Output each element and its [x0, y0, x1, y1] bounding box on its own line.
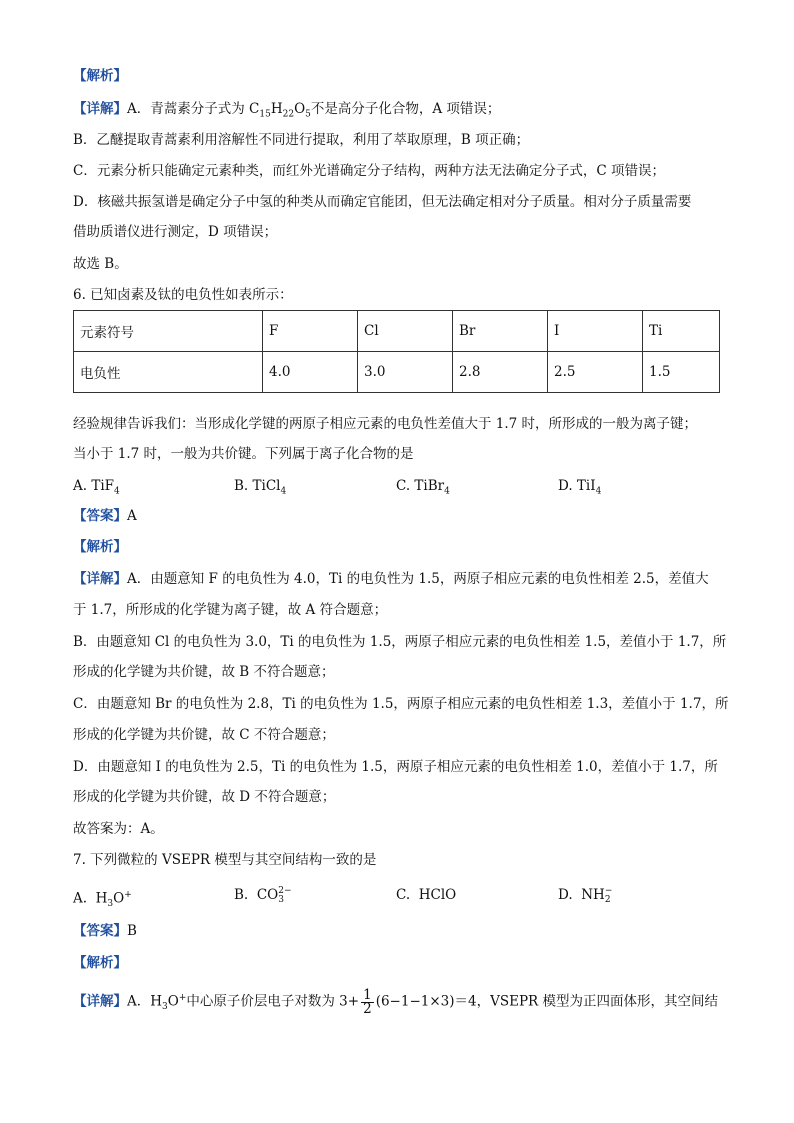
q6-a-text: A. TiF	[73, 478, 115, 494]
q5-detail-a	[73, 99, 500, 125]
table-row	[74, 311, 720, 352]
q7-option-c	[396, 885, 456, 905]
fraction	[361, 986, 374, 1017]
q6-detail-b2: 形成的化学键为共价键，故 B 不符合题意；	[73, 664, 335, 680]
electronegativity-table	[73, 310, 720, 393]
q6-detail-a2: 于 1.7，所形成的化学键为离子键，故 A 符合题意；	[73, 602, 388, 618]
q5-a-post: 不是高分子化合物，A 项错误；	[310, 101, 501, 117]
q5-detail-d1: D．核磁共振氢谱是确定分子中氢的种类从而确定官能团，但无法确定相对分子质量。相对分子质量需要	[73, 194, 692, 210]
table-cell: Ti	[643, 311, 720, 352]
q6-detail-d1: D．由题意知 I 的电负性为 2.5，Ti 的电负性为 1.5，两原子相应元素的电负性相差 1.0，差值小于 1.7，所	[73, 759, 718, 775]
table-cell: F	[263, 311, 358, 352]
q7-answer-value: B	[127, 923, 137, 939]
q7-detail-mid: 中心原子价层电子对数为 3+	[186, 993, 360, 1010]
q7-detail-o: O	[167, 993, 179, 1010]
table-row	[74, 352, 720, 393]
q7-answer	[73, 921, 137, 941]
q5-a-sub1: 15	[259, 109, 271, 120]
q6-detail-b1: B．由题意知 Cl 的电负性为 3.0，Ti 的电负性为 1.5，两原子相应元素的电负性相差 1.5，差值小于 1.7，所	[73, 634, 727, 650]
answer-tag: 【答案】	[73, 508, 127, 524]
q6-detail-c2: 形成的化学键为共价键，故 C 不符合题意；	[73, 727, 335, 743]
detail-tag: 【详解】	[73, 571, 127, 587]
q6-option-c	[396, 476, 450, 502]
q6-b-text: B. TiCl	[234, 478, 281, 494]
q6-rule-1: 经验规律告诉我们：当形成化学键的两原子相应元素的电负性差值大于 1.7 时，所形成的一般为离子键；	[73, 416, 698, 432]
q7-c-base: HClO	[418, 887, 457, 903]
q7-a-base: H	[95, 890, 108, 907]
table-cell: I	[548, 311, 643, 352]
analysis-heading: 【解析】	[73, 955, 127, 971]
q6-b-sub: 4	[280, 486, 287, 497]
q7-detail-expr: (6−1−1×3)＝4	[375, 993, 477, 1010]
q7-d-label: D.	[558, 887, 573, 903]
q6-a-sub: 4	[114, 486, 120, 497]
q7-detail-a	[73, 988, 718, 1017]
q6-stem: 6. 已知卤素及钛的电负性如表所示：	[73, 287, 293, 303]
analysis-heading: 【解析】	[73, 68, 127, 84]
analysis-heading: 【解析】	[73, 539, 127, 555]
table-cell: 1.5	[643, 352, 720, 393]
q5-a-mid1: H	[270, 101, 283, 117]
q5-detail-d2: 借助质谱仪进行测定，D 项错误；	[73, 224, 278, 240]
q5-a-pre: A．青蒿素分子式为 C	[127, 101, 260, 117]
q7-a-sup: +	[124, 890, 132, 900]
q5-a-sub3: 5	[305, 109, 311, 120]
fraction-numerator: 1	[363, 986, 372, 1003]
q6-detail-c1: C．由题意知 Br 的电负性为 2.8，Ti 的电负性为 1.5，两原子相应元素的电负性相差 1.3，差值小于 1.7，所	[73, 696, 729, 712]
q5-detail-c: C．元素分析只能确定元素种类，而红外光谱确定分子结构，两种方法无法确定分子式，C 项错误；	[73, 163, 665, 179]
q6-answer	[73, 506, 137, 526]
table-cell: 4.0	[263, 352, 358, 393]
q7-d-base: NH	[581, 887, 605, 903]
answer-tag: 【答案】	[73, 923, 127, 939]
q7-d-sup: −	[604, 885, 613, 896]
q5-conclusion: 故选 B。	[73, 256, 128, 272]
q7-c-label: C.	[396, 887, 411, 903]
q5-a-mid2: O	[294, 101, 306, 117]
table-cell: 电负性	[74, 352, 263, 393]
q7-detail-pre: A．H	[127, 993, 163, 1010]
q7-detail-post: ，VSEPR 模型为正四面体形，其空间结	[476, 993, 719, 1010]
q6-conclusion: 故答案为：A。	[73, 821, 164, 837]
q6-answer-value: A	[127, 508, 137, 524]
q7-b-base: CO	[256, 887, 279, 903]
q6-c-sub: 4	[444, 486, 450, 497]
table-cell: Br	[453, 311, 548, 352]
q5-detail-b: B．乙醚提取青蒿素利用溶解性不同进行提取，利用了萃取原理，B 项正确；	[73, 132, 530, 148]
q6-c-text: C. TiBr	[396, 478, 445, 494]
q7-a-label: A.	[73, 890, 88, 907]
q7-b-sup: 2−	[278, 885, 292, 896]
q6-option-d	[558, 476, 601, 502]
q6-detail-a1-text: A．由题意知 F 的电负性为 4.0，Ti 的电负性为 1.5，两原子相应元素的电负性相差 2.5，差值大	[127, 571, 709, 587]
q7-d-sub: 2	[604, 894, 611, 905]
table-cell: Cl	[358, 311, 453, 352]
table-cell: 元素符号	[74, 311, 263, 352]
q6-detail-d2: 形成的化学键为共价键，故 D 不符合题意；	[73, 789, 336, 805]
q7-b-sub: 3	[278, 894, 284, 905]
detail-tag: 【详解】	[73, 993, 127, 1010]
q6-d-text: D. TiI	[558, 478, 596, 494]
q7-option-a	[73, 885, 132, 914]
q7-detail-sup: +	[178, 993, 187, 1003]
q7-b-label: B.	[234, 887, 249, 903]
table-cell: 2.5	[548, 352, 643, 393]
q5-a-sub2: 22	[282, 109, 295, 120]
table-cell: 2.8	[453, 352, 548, 393]
q6-detail-a1	[73, 569, 709, 589]
q6-option-a	[73, 476, 120, 502]
q6-d-sub: 4	[595, 486, 602, 497]
q7-option-b	[234, 885, 292, 905]
fraction-denominator: 2	[363, 1000, 372, 1017]
table-cell: 3.0	[358, 352, 453, 393]
q7-option-d	[558, 885, 612, 905]
q7-stem: 7. 下列微粒的 VSEPR 模型与其空间结构一致的是	[73, 852, 377, 868]
q7-a-sub: 3	[107, 899, 114, 910]
q7-a-o: O	[113, 890, 125, 907]
q6-option-b	[234, 476, 286, 502]
q7-detail-sub: 3	[162, 1002, 168, 1013]
q6-rule-2: 当小于 1.7 时，一般为共价键。下列属于离子化合物的是	[73, 446, 414, 462]
detail-tag: 【详解】	[73, 101, 127, 117]
